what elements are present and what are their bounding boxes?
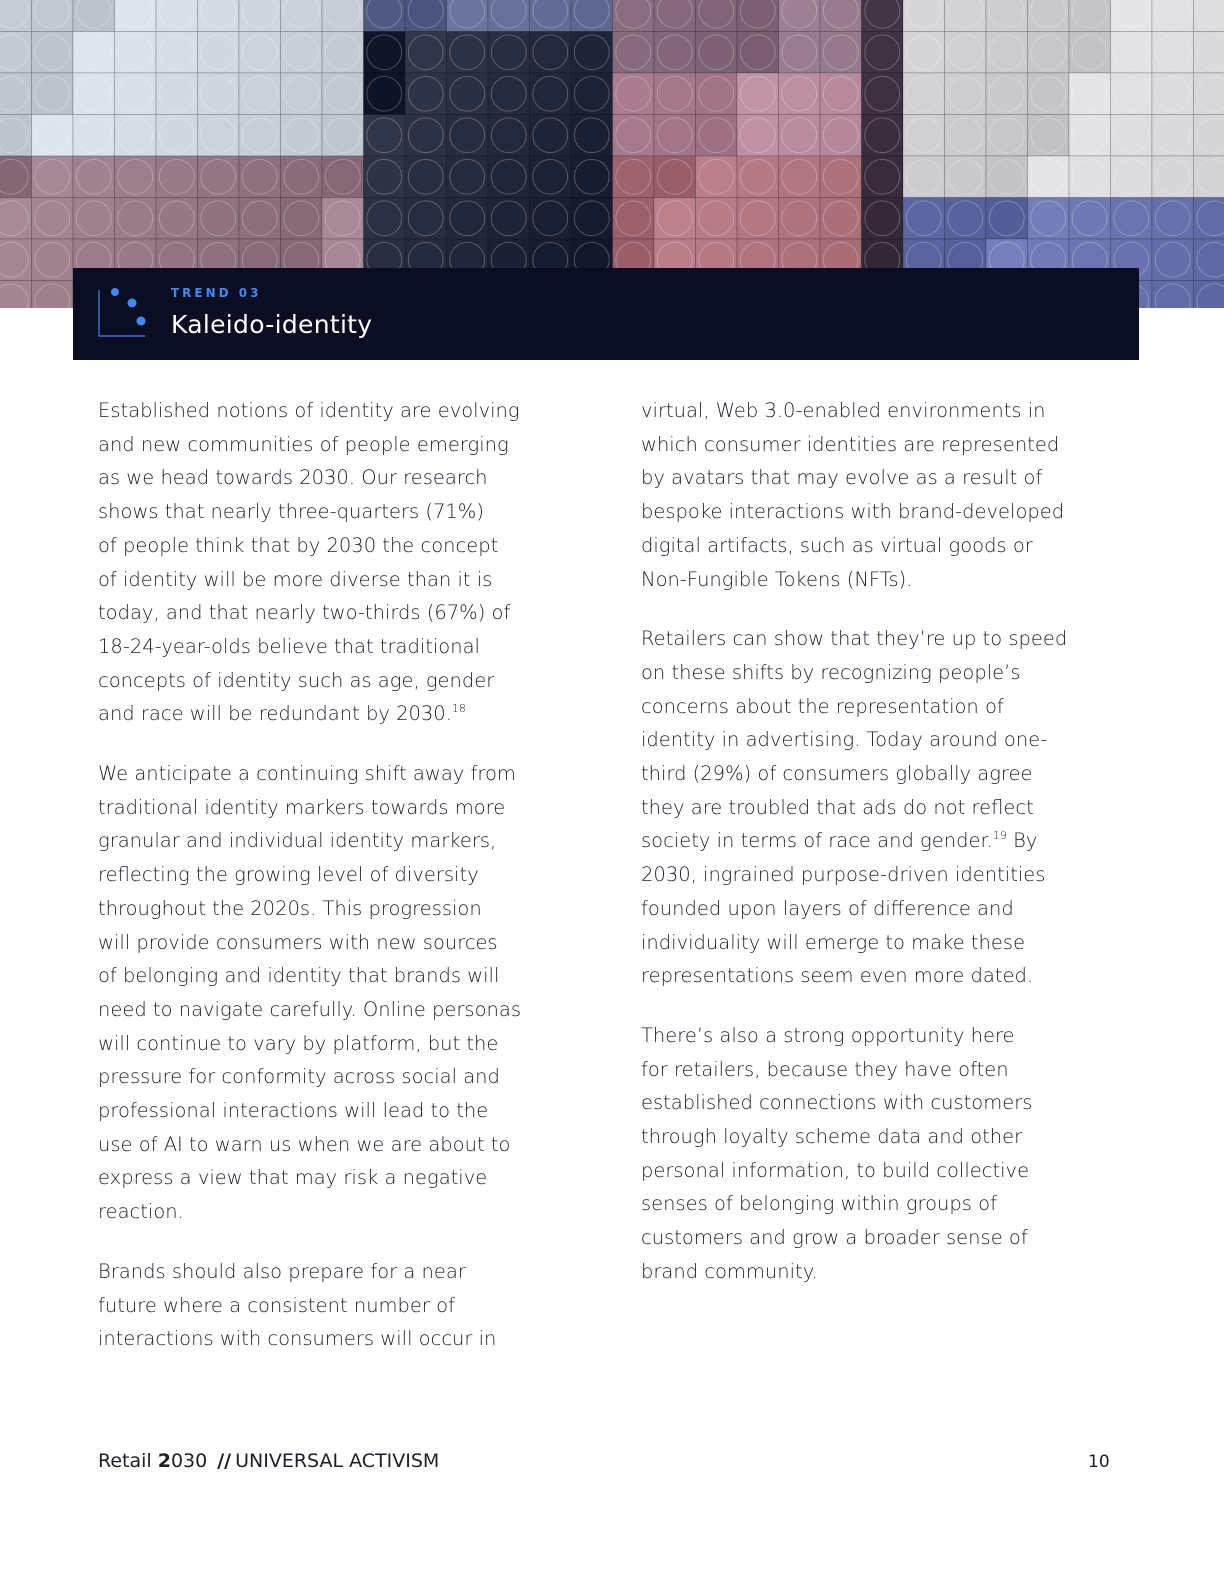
mosaic-dot bbox=[657, 76, 692, 111]
trend-title: Kaleido-identity bbox=[171, 310, 373, 339]
mosaic-dot bbox=[1031, 35, 1066, 70]
mosaic-dot bbox=[782, 76, 817, 111]
mosaic-dot bbox=[159, 118, 194, 153]
mosaic-dot bbox=[450, 35, 485, 70]
text-line: for retailers, because they have often bbox=[641, 1057, 1009, 1081]
mosaic-dot bbox=[1031, 76, 1066, 111]
mosaic-dot bbox=[408, 159, 443, 194]
mosaic-dot bbox=[989, 201, 1024, 236]
mosaic-dot bbox=[989, 159, 1024, 194]
mosaic-dot bbox=[118, 159, 153, 194]
text-line: interactions with consumers will occur in bbox=[98, 1327, 497, 1351]
mosaic-dot bbox=[76, 118, 111, 153]
text-line-content: society in terms of race and gender. bbox=[641, 829, 993, 853]
mosaic-dot bbox=[948, 76, 983, 111]
mosaic-dot bbox=[491, 159, 526, 194]
footer-brand bbox=[98, 1450, 439, 1472]
mosaic-dot bbox=[533, 35, 568, 70]
mosaic-dot bbox=[367, 159, 402, 194]
footnote-19: 19 bbox=[992, 829, 1007, 843]
text-line: 2030, ingrained purpose-driven identities bbox=[641, 863, 1046, 887]
text-line: which consumer identities are represented bbox=[641, 432, 1060, 456]
mosaic-dot bbox=[616, 76, 651, 111]
text-line bbox=[641, 824, 1116, 858]
text-line: today, and that nearly two-thirds (67%) of bbox=[98, 601, 511, 625]
mosaic-dot bbox=[284, 35, 319, 70]
mosaic-dot bbox=[450, 201, 485, 236]
mosaic-dot bbox=[325, 201, 360, 236]
mosaic-dot bbox=[201, 201, 236, 236]
mosaic-dot bbox=[367, 201, 402, 236]
text-line: Established notions of identity are evolving bbox=[98, 399, 520, 422]
mosaic-dot bbox=[616, 159, 651, 194]
mosaic-dot bbox=[201, 118, 236, 153]
mosaic-dot bbox=[450, 159, 485, 194]
mosaic-dot bbox=[325, 118, 360, 153]
text-line: of people think that by 2030 the concept bbox=[98, 533, 499, 557]
mosaic-dot bbox=[76, 76, 111, 111]
mosaic-dot bbox=[367, 76, 402, 111]
mosaic-dot bbox=[948, 118, 983, 153]
mosaic-dot bbox=[574, 35, 609, 70]
text-line: they are troubled that ads do not reflect bbox=[641, 795, 1034, 819]
text-line: Retailers can show that they’re up to speed bbox=[641, 627, 1068, 651]
mosaic-dot bbox=[118, 35, 153, 70]
mosaic-dot bbox=[616, 201, 651, 236]
mosaic-dot bbox=[740, 35, 775, 70]
footer-separator: // bbox=[217, 1450, 232, 1472]
mosaic-dot bbox=[740, 201, 775, 236]
mosaic-dot bbox=[201, 35, 236, 70]
text-line: digital artifacts, such as virtual goods or bbox=[641, 533, 1033, 557]
mosaic-dot bbox=[76, 159, 111, 194]
mosaic-dot bbox=[159, 35, 194, 70]
mosaic-dot bbox=[906, 76, 941, 111]
mosaic-dot bbox=[242, 118, 277, 153]
mosaic-dot bbox=[35, 159, 70, 194]
text-line: through loyalty scheme data and other bbox=[641, 1125, 1023, 1149]
mosaic-dot bbox=[699, 76, 734, 111]
mosaic-dot bbox=[574, 118, 609, 153]
footer-year-rest: 030 bbox=[170, 1450, 208, 1472]
mosaic-dot bbox=[782, 159, 817, 194]
paragraph-1 bbox=[98, 394, 573, 731]
mosaic-dot bbox=[1114, 201, 1149, 236]
mosaic-dot bbox=[35, 118, 70, 153]
mosaic-dot bbox=[574, 159, 609, 194]
mosaic-dot bbox=[699, 118, 734, 153]
mosaic-dot bbox=[1155, 35, 1190, 70]
mosaic-dot bbox=[740, 76, 775, 111]
mosaic-dot bbox=[533, 76, 568, 111]
mosaic-dot bbox=[823, 118, 858, 153]
mosaic-dot bbox=[325, 76, 360, 111]
text-line: and new communities of people emerging bbox=[98, 432, 509, 456]
mosaic-dot bbox=[284, 159, 319, 194]
footer-year-prefix: 2 bbox=[157, 1450, 171, 1472]
mosaic-dot bbox=[865, 159, 900, 194]
mosaic-dot bbox=[699, 35, 734, 70]
mosaic-dot bbox=[408, 76, 443, 111]
mosaic-dot bbox=[906, 35, 941, 70]
page-number: 10 bbox=[1088, 1452, 1110, 1472]
mosaic-dot bbox=[616, 35, 651, 70]
mosaic-dot bbox=[1155, 159, 1190, 194]
mosaic-dot bbox=[491, 35, 526, 70]
mosaic-dot bbox=[159, 201, 194, 236]
text-line-content: By bbox=[1006, 829, 1038, 853]
mosaic-dot bbox=[1155, 76, 1190, 111]
mosaic-dot bbox=[1072, 35, 1107, 70]
mosaic-dot bbox=[242, 35, 277, 70]
mosaic-dot bbox=[118, 201, 153, 236]
mosaic-dot bbox=[657, 118, 692, 153]
text-line: shows that nearly three-quarters (71%) bbox=[98, 500, 484, 524]
text-line: by avatars that may evolve as a result of bbox=[641, 466, 1043, 490]
text-line: future where a consistent number of bbox=[98, 1293, 455, 1317]
footer-section: UNIVERSAL ACTIVISM bbox=[235, 1450, 440, 1472]
mosaic-dot bbox=[906, 118, 941, 153]
mosaic-dot bbox=[574, 201, 609, 236]
mosaic-dot bbox=[35, 242, 70, 277]
mosaic-dot bbox=[989, 76, 1024, 111]
paragraph-3 bbox=[98, 1255, 573, 1356]
text-line: will provide consumers with new sources bbox=[98, 930, 498, 954]
mosaic-dot bbox=[823, 159, 858, 194]
mosaic-dot bbox=[35, 35, 70, 70]
mosaic-dot bbox=[657, 35, 692, 70]
text-line: There’s also a strong opportunity here bbox=[641, 1023, 1015, 1047]
mosaic-dot bbox=[367, 35, 402, 70]
mosaic-dot bbox=[1072, 201, 1107, 236]
mosaic-dot bbox=[408, 35, 443, 70]
text-line: third (29%) of consumers globally agree bbox=[641, 762, 1033, 786]
mosaic-dot bbox=[201, 159, 236, 194]
mosaic-dot bbox=[491, 118, 526, 153]
mosaic-dot bbox=[948, 35, 983, 70]
text-line: identity in advertising. Today around one- bbox=[641, 728, 1048, 752]
text-line: virtual, Web 3.0-enabled environments in bbox=[641, 399, 1046, 422]
text-line: will continue to vary by platform, but the bbox=[98, 1031, 499, 1055]
text-line: express a view that may risk a negative bbox=[98, 1166, 488, 1190]
paragraph-6 bbox=[641, 1019, 1116, 1289]
mosaic-dot bbox=[242, 159, 277, 194]
mosaic-dot bbox=[1031, 118, 1066, 153]
mosaic-dot bbox=[740, 159, 775, 194]
text-line: founded upon layers of difference and bbox=[641, 896, 1014, 920]
text-line: representations seem even more dated. bbox=[641, 964, 1034, 988]
text-line: Brands should also prepare for a near bbox=[98, 1259, 466, 1283]
text-line: of identity will be more diverse than it is bbox=[98, 567, 493, 591]
mosaic-dot bbox=[201, 76, 236, 111]
mosaic-dot bbox=[782, 201, 817, 236]
mosaic-dot bbox=[865, 76, 900, 111]
mosaic-dot bbox=[1114, 159, 1149, 194]
text-line: We anticipate a continuing shift away from bbox=[98, 762, 516, 786]
mosaic-dot bbox=[367, 118, 402, 153]
text-line: granular and individual identity markers, bbox=[98, 829, 497, 853]
text-line: traditional identity markers towards more bbox=[98, 795, 506, 819]
text-line: of belonging and identity that brands will bbox=[98, 964, 500, 988]
mosaic-dot bbox=[1114, 118, 1149, 153]
left-column bbox=[98, 394, 573, 1382]
mosaic-dot bbox=[35, 201, 70, 236]
text-line: bespoke interactions with brand-developed bbox=[641, 500, 1065, 524]
mosaic-dot bbox=[450, 76, 485, 111]
mosaic-dot bbox=[740, 118, 775, 153]
mosaic-dot bbox=[242, 201, 277, 236]
mosaic-dot bbox=[325, 159, 360, 194]
mosaic-dot bbox=[159, 76, 194, 111]
text-line-content: and race will be redundant by 2030. bbox=[98, 702, 452, 726]
mosaic-dot bbox=[948, 201, 983, 236]
text-line: Non-Fungible Tokens (NFTs). bbox=[641, 567, 913, 591]
text-line: brand community. bbox=[641, 1259, 818, 1283]
mosaic-dot bbox=[699, 201, 734, 236]
text-line: use of AI to warn us when we are about to bbox=[98, 1132, 511, 1156]
mosaic-dot bbox=[76, 201, 111, 236]
mosaic-dot bbox=[823, 201, 858, 236]
paragraph-4 bbox=[641, 394, 1116, 596]
mosaic-dot bbox=[1072, 159, 1107, 194]
mosaic-dot bbox=[408, 201, 443, 236]
mosaic-dot bbox=[1031, 201, 1066, 236]
mosaic-dot bbox=[1155, 118, 1190, 153]
mosaic-dot bbox=[1031, 159, 1066, 194]
mosaic-dot bbox=[865, 35, 900, 70]
text-line: as we head towards 2030. Our research bbox=[98, 466, 488, 490]
text-line: pressure for conformity across social and bbox=[98, 1065, 500, 1089]
mosaic-dot bbox=[450, 118, 485, 153]
text-line: need to navigate carefully. Online personas bbox=[98, 997, 521, 1021]
text-line: 18-24-year-olds believe that traditional bbox=[98, 634, 480, 658]
text-line: personal information, to build collective bbox=[641, 1158, 1030, 1182]
mosaic-dot bbox=[1072, 76, 1107, 111]
mosaic-dot bbox=[823, 35, 858, 70]
right-column bbox=[641, 394, 1116, 1315]
text-line: concerns about the representation of bbox=[641, 694, 1004, 718]
mosaic-dot bbox=[35, 76, 70, 111]
mosaic-dot bbox=[782, 118, 817, 153]
mosaic-dot bbox=[284, 201, 319, 236]
mosaic-dot bbox=[408, 118, 443, 153]
mosaic-dot bbox=[865, 118, 900, 153]
mosaic-dot bbox=[1114, 76, 1149, 111]
trend-banner bbox=[73, 268, 1139, 360]
mosaic-dot bbox=[782, 35, 817, 70]
mosaic-dot bbox=[989, 118, 1024, 153]
mosaic-dot bbox=[865, 201, 900, 236]
mosaic-dot bbox=[284, 118, 319, 153]
mosaic-dot bbox=[1114, 35, 1149, 70]
mosaic-dot bbox=[533, 118, 568, 153]
text-line bbox=[98, 697, 573, 731]
mosaic-dot bbox=[823, 76, 858, 111]
footer-brand-name: Retail bbox=[98, 1450, 158, 1472]
dotted-corner-icon bbox=[97, 288, 147, 338]
mosaic-dot bbox=[657, 201, 692, 236]
mosaic-dot bbox=[533, 201, 568, 236]
text-line: concepts of identity such as age, gender bbox=[98, 668, 495, 692]
mosaic-dot bbox=[616, 118, 651, 153]
mosaic-dot bbox=[948, 159, 983, 194]
mosaic-dot bbox=[657, 159, 692, 194]
mosaic-dot bbox=[284, 76, 319, 111]
text-line: individuality will emerge to make these bbox=[641, 930, 1026, 954]
mosaic-graphic bbox=[0, 0, 1224, 308]
mosaic-dot bbox=[491, 76, 526, 111]
mosaic-dot bbox=[242, 76, 277, 111]
mosaic-dot bbox=[118, 76, 153, 111]
mosaic-dot bbox=[325, 35, 360, 70]
text-line: customers and grow a broader sense of bbox=[641, 1226, 1028, 1250]
text-line: throughout the 2020s. This progression bbox=[98, 896, 482, 920]
mosaic-dot bbox=[1155, 201, 1190, 236]
mosaic-dot bbox=[1072, 118, 1107, 153]
mosaic-dot bbox=[159, 159, 194, 194]
mosaic-dot bbox=[574, 76, 609, 111]
text-line: reflecting the growing level of diversity bbox=[98, 863, 479, 887]
text-line: on these shifts by recognizing people’s bbox=[641, 660, 1021, 684]
mosaic-dot bbox=[906, 201, 941, 236]
text-line: established connections with customers bbox=[641, 1091, 1033, 1115]
trend-label: TREND 03 bbox=[171, 286, 262, 300]
mosaic-dot bbox=[989, 35, 1024, 70]
text-line: reaction. bbox=[98, 1200, 184, 1224]
mosaic-dot bbox=[1155, 242, 1190, 277]
footnote-18: 18 bbox=[451, 702, 466, 716]
mosaic-dot bbox=[118, 118, 153, 153]
text-line: professional interactions will lead to the bbox=[98, 1099, 489, 1123]
mosaic-dot bbox=[906, 159, 941, 194]
hero-mosaic-image bbox=[0, 0, 1224, 308]
mosaic-dot bbox=[533, 159, 568, 194]
mosaic-dot bbox=[491, 201, 526, 236]
mosaic-dot bbox=[76, 35, 111, 70]
paragraph-5 bbox=[641, 622, 1116, 993]
paragraph-2 bbox=[98, 757, 573, 1229]
text-line: senses of belonging within groups of bbox=[641, 1192, 997, 1216]
mosaic-dot bbox=[699, 159, 734, 194]
